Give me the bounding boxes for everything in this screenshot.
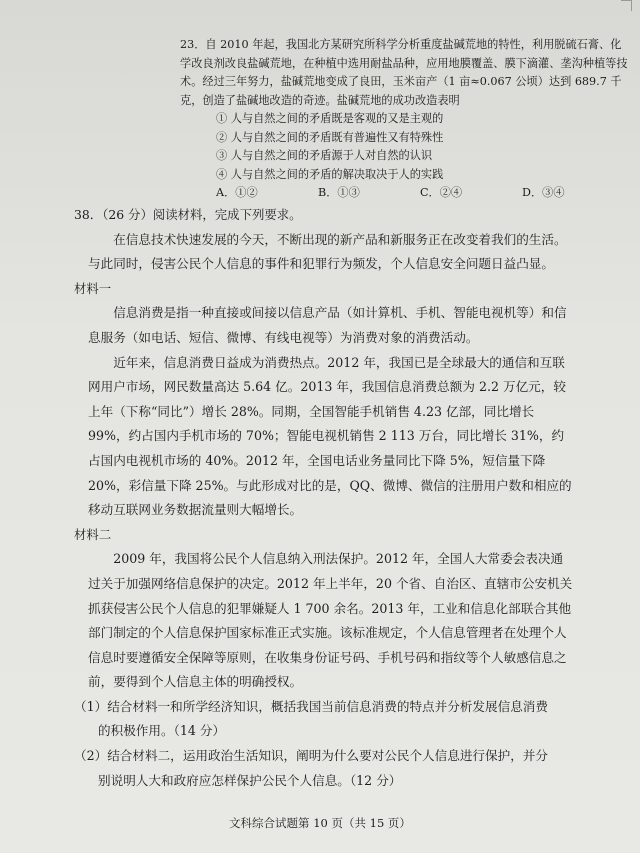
material-2-paragraph: 2009 年，我国将公民个人信息纳入刑法保护。2012 年，全国人大常委会表决通过关于加强网络信息保护的决定。2012 年上半年，20 个省、自治区、直辖市公安机关抓获侵害公民个人信息的犯罪嫌疑人 1 700 余名。2013 年，工业和信息化部联合其他部门制定的个人信息保护国家标准正式实施。该标准规定，个人信息管理者在处理个人信息时要遵循安全保障等原则，在收集身份证号码、手机号码和指纹等个人敏感信息之前，要得到个人信息主体的明确授权。 [88,551,573,690]
requirement-1 [74,695,574,744]
intro-paragraph: 在信息技术快速发展的今天，不断出现的新产品和新服务正在改变着我们的生活。与此同时，侵害公民个人信息的事件和犯罪行为频发，个人信息安全问题日益凸显。 [88,231,567,272]
material-2-title: 材料二 [74,526,112,542]
requirement-1-line-1: （1）结合材料一和所学经济知识，概括我国当前信息消费的特点并分析发展信息消费 [74,698,548,714]
question-23-stem: 23．自 2010 年起，我国北方某研究所科学分析重度盐碱荒地的特性，利用脱硫石膏、化学改良剂改良盐碱荒地，在种植中选用耐盐品种，应用地膜覆盖、膜下滴灌、垄沟种植等技术。经过三年努力，盐碱荒地变成了良田，玉米亩产（1 亩≈0.067 公顷）达到 689.7 千克，创造了盐碱地改造的奇迹。盐碱荒地的成功改造表明 [180,38,628,107]
option-2: ② 人与自然之间的矛盾既有普遍性又有特殊性 [216,130,444,144]
choice-c: C．②④ [420,186,463,199]
option-3: ③ 人与自然之间的矛盾源于人对自然的认识 [216,149,433,162]
requirement-2-line-2: 别说明人大和政府应怎样保护公民个人信息。（12 分） [98,772,402,788]
choice-d: D．③④ [522,186,565,199]
option-1: ① 人与自然之间的矛盾既是客观的又是主观的 [216,112,444,125]
page-footer: 文科综合试题第 10 页（共 15 页） [229,816,411,830]
option-4: ④ 人与自然之间的矛盾的解决取决于人的实践 [216,167,444,181]
requirement-1-line-2: 的积极作用。（14 分） [98,723,226,739]
page-corner [621,0,632,11]
requirement-2-line-1: （2）结合材料二，运用政治生活知识，阐明为什么要对公民个人信息进行保护，并分 [74,748,548,764]
choice-b: B．①③ [318,186,360,199]
material-1-paragraph-1: 信息消费是指一种直接或间接以信息产品（如计算机、手机、智能电视机等）和信息服务（如电话、短信、微博、有线电视等）为消费对象的消费活动。 [88,305,567,345]
choice-a: A．①② [216,186,258,199]
question-38-heading: 38．（26 分）阅读材料，完成下列要求。 [74,207,302,222]
answer-choices [180,184,630,203]
question-38 [74,203,574,793]
requirement-2 [74,744,574,793]
material-1-paragraph-2: 近年来，信息消费日益成为消费热点。2012 年，我国已是全球最大的通信和互联网用户市场，网民数量高达 5.64 亿。2013 年，我国信息消费总额为 2.2 万亿元，较上年（下称“同比”）增长 28%。同期，全国智能手机销售 4.23 亿部，同比增长 99%，约占国内手机市场的 70%；智能电视机销售 2 113 万台，同比增长 31%，约占国内电视机市场的 40%。2012 年，全国电话业务量同比下降 5%，短信量下降 20%，彩信量下降 25%。与此形成对比的是，QQ、微博、微信的注册用户数和相应的移动互联网业务数据流量则大幅增长。 [88,354,572,518]
question-23 [180,36,630,203]
material-1-title: 材料一 [74,280,112,296]
